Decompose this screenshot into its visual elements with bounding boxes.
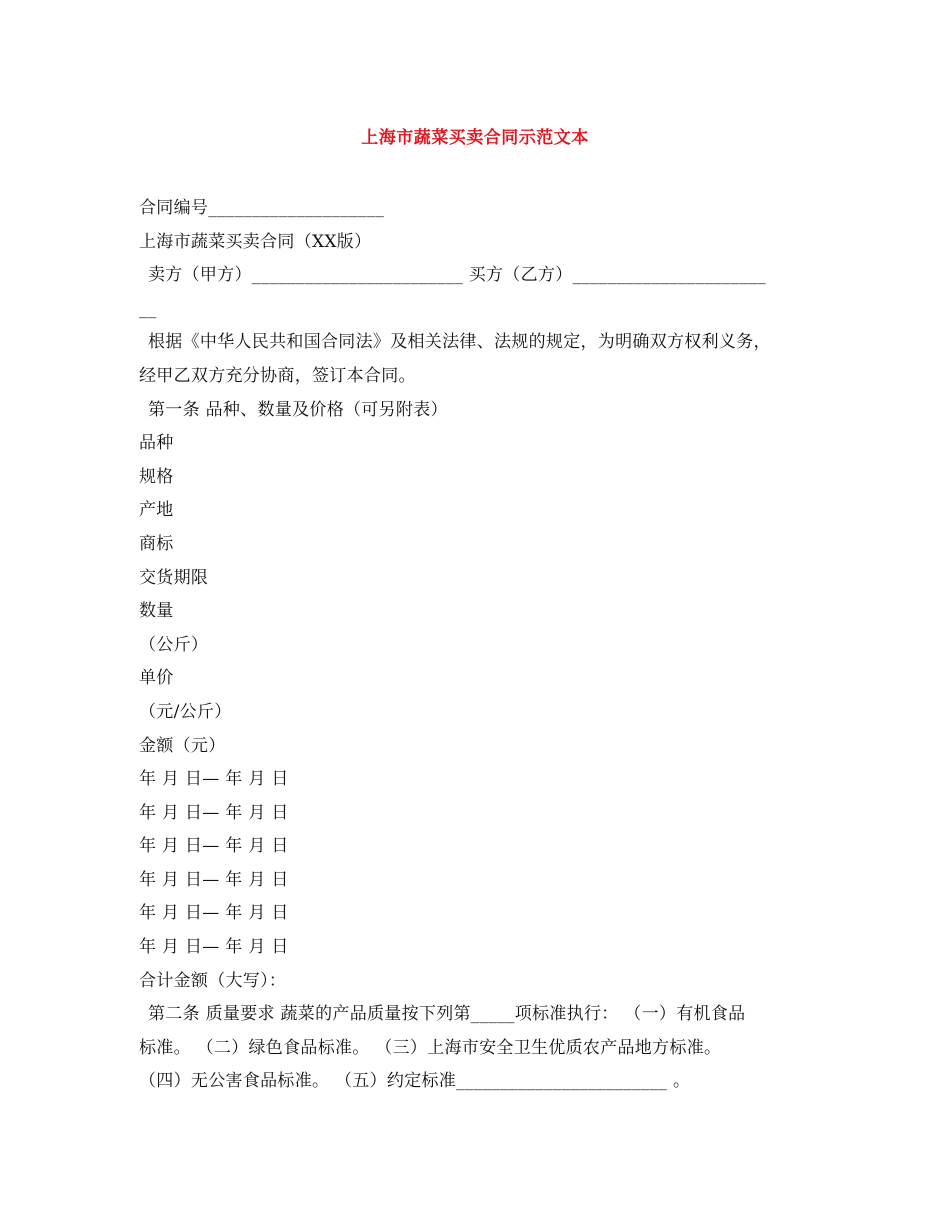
contract-number-line: 合同编号____________________ bbox=[139, 198, 385, 218]
document-title: 上海市蔬菜买卖合同示范文本 bbox=[361, 128, 589, 148]
field-quantity-unit: （公斤） bbox=[139, 634, 209, 655]
field-specification: 规格 bbox=[139, 466, 174, 487]
article-2-line-3: （四）无公害食品标准。 （五）约定标准________________________ 。 bbox=[139, 1071, 691, 1092]
field-delivery-period: 交货期限 bbox=[139, 567, 209, 588]
field-amount: 金额（元） bbox=[139, 735, 226, 756]
date-range-row: 年 月 日— 年 月 日 bbox=[139, 869, 289, 890]
article-2-line-2: 标准。 （二）绿色食品标准。 （三）上海市安全卫生优质农产品地方标准。 bbox=[139, 1037, 722, 1058]
preamble-line-1: 根据《中华人民共和国合同法》及相关法律、法规的规定，为明确双方权利义务， bbox=[148, 332, 771, 353]
contract-name-line: 上海市蔬菜买卖合同（XX版） bbox=[139, 231, 372, 252]
field-unit-price: 单价 bbox=[139, 668, 174, 689]
preamble-line-2: 经甲乙双方充分协商，签订本合同。 bbox=[139, 365, 416, 386]
article-1-heading: 第一条 品种、数量及价格（可另附表） bbox=[148, 399, 448, 420]
parties-line-tail: __ bbox=[139, 298, 157, 319]
field-origin: 产地 bbox=[139, 500, 174, 521]
article-2-line-1: 第二条 质量要求 蔬菜的产品质量按下列第_____项标准执行： （一）有机食品 bbox=[148, 1004, 746, 1025]
date-range-row: 年 月 日— 年 月 日 bbox=[139, 903, 289, 924]
date-range-row: 年 月 日— 年 月 日 bbox=[139, 937, 289, 958]
date-range-row: 年 月 日— 年 月 日 bbox=[139, 802, 289, 823]
date-range-row: 年 月 日— 年 月 日 bbox=[139, 769, 289, 790]
total-amount-line: 合计金额（大写）： bbox=[139, 970, 287, 991]
document-body bbox=[139, 192, 829, 1099]
parties-line: 卖方（甲方）________________________ 买方（乙方）______________________ bbox=[148, 265, 767, 286]
field-trademark: 商标 bbox=[139, 533, 174, 554]
field-quantity: 数量 bbox=[139, 601, 174, 622]
field-unit-price-unit: （元/公斤） bbox=[139, 701, 232, 722]
field-variety: 品种 bbox=[139, 433, 174, 454]
date-range-row: 年 月 日— 年 月 日 bbox=[139, 836, 289, 857]
